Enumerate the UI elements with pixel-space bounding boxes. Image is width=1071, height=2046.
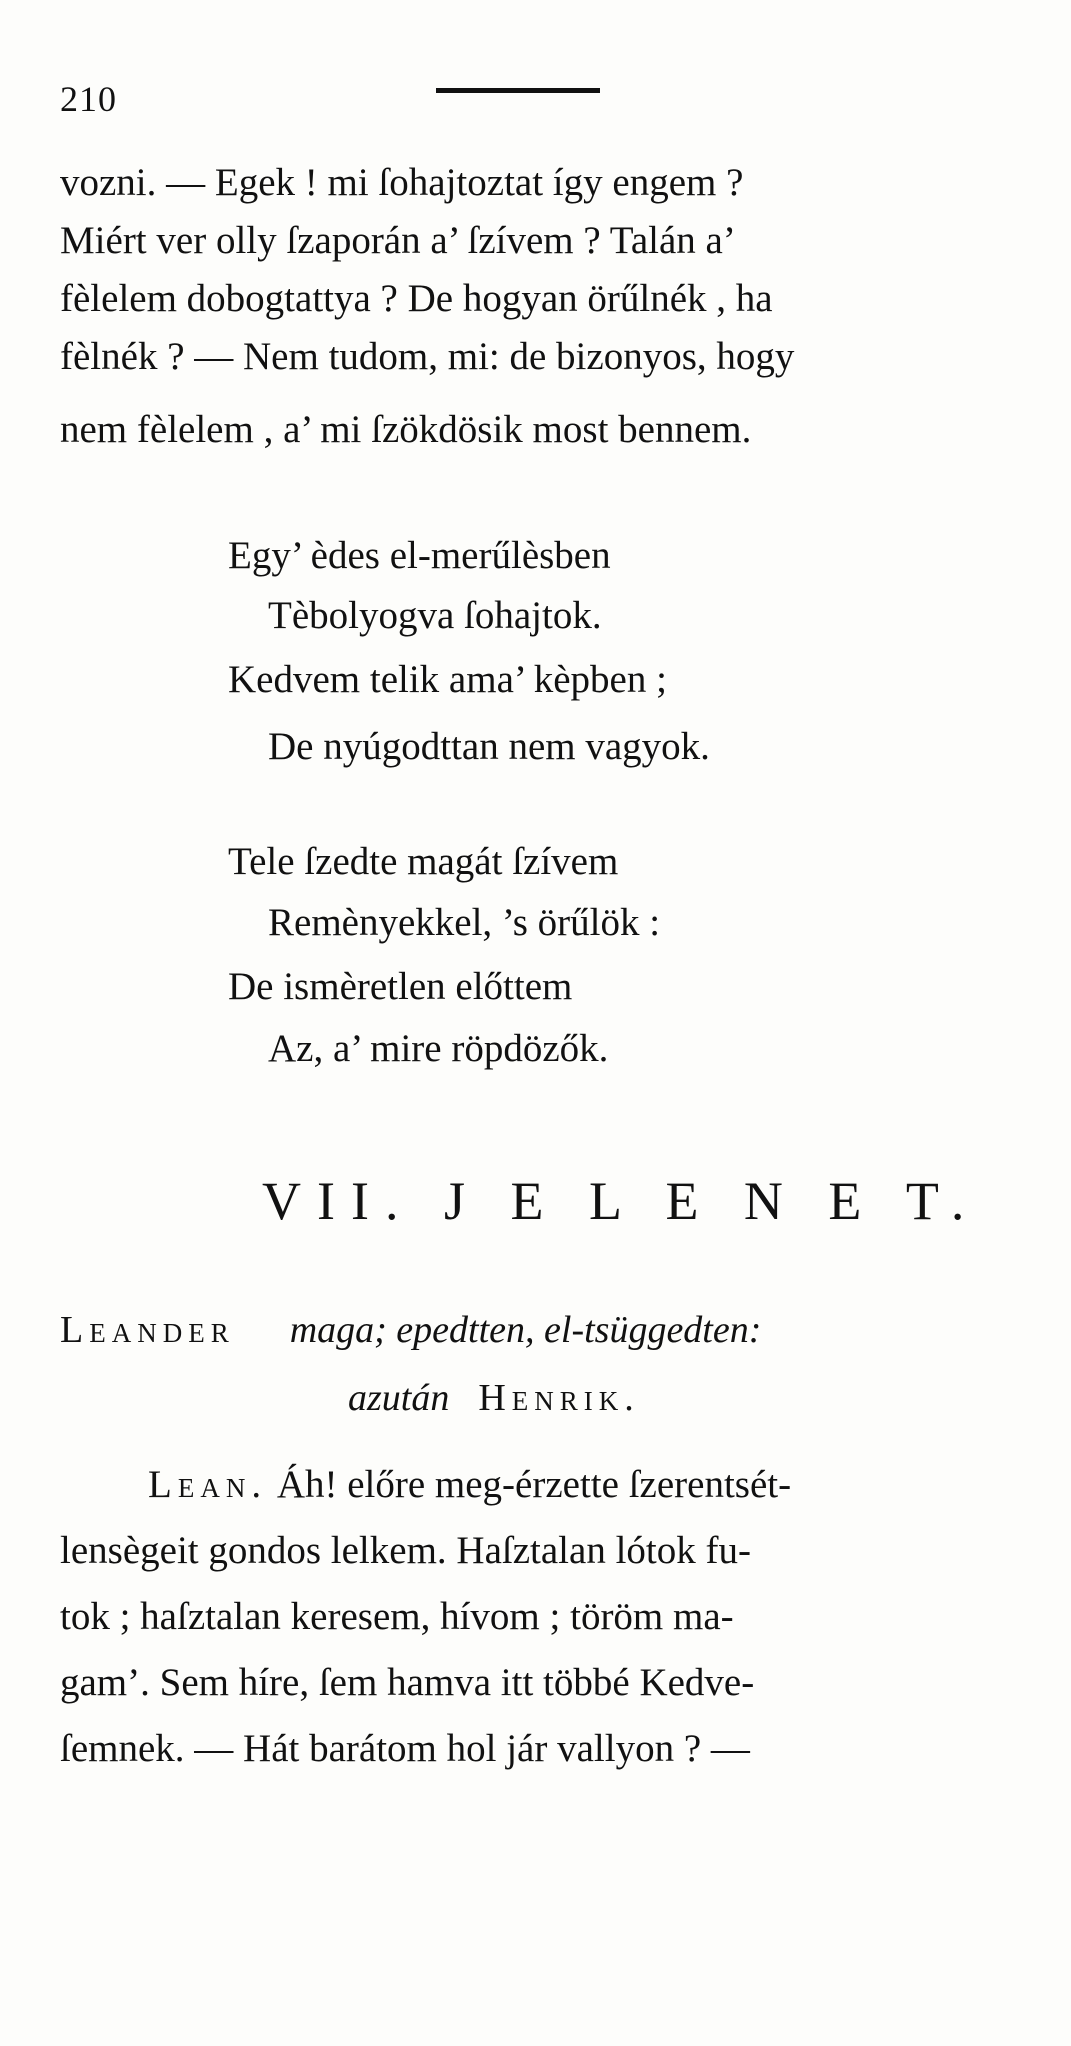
scene-heading: VII. J E L E N E T. [262, 1171, 981, 1231]
prose-line: fèlelem dobogtattya ? De hogyan örűlnék , ha [60, 277, 773, 320]
verse-line: Tèbolyogva ſohajtok. [268, 594, 602, 637]
speech-line: tok ; haſztalan keresem, hívom ; töröm ma- [60, 1595, 734, 1638]
speaker-name: Henrik. [478, 1377, 640, 1419]
verse-line: Tele ſzedte magát ſzívem [228, 840, 619, 883]
stage-direction-text: azután [348, 1377, 450, 1419]
verse-line: Kedvem telik ama’ kèpben ; [228, 658, 667, 701]
verse-line: Egy’ èdes el-merűlèsben [228, 534, 611, 577]
prose-line: Miért ver olly ſzaporán a’ ſzívem ? Talán a’ [60, 219, 736, 262]
stage-direction-line-1 [60, 1308, 761, 1352]
verse-line: Remènyekkel, ’s örűlök : [268, 901, 661, 944]
stage-direction-line-2 [348, 1376, 640, 1420]
speaker-name: Leander [60, 1309, 235, 1351]
prose-line: vozni. — Egek ! mi ſohajtoztat így engem ? [60, 161, 744, 204]
page-number: 210 [60, 79, 117, 119]
speech-line-1 [148, 1462, 791, 1507]
speech-line: gam’. Sem híre, ſem hamva itt többé Kedve- [60, 1661, 755, 1704]
verse-line: De ismèretlen előttem [228, 965, 573, 1008]
header-rule [436, 88, 600, 93]
verse-line: De nyúgodttan nem vagyok. [268, 725, 710, 768]
speaker-abbrev: Lean. [148, 1463, 268, 1506]
speech-text: Áh! előre meg-érzette ſzerentsét- [267, 1463, 792, 1506]
speech-line: ſemnek. — Hát barátom hol jár vallyon ? — [60, 1727, 750, 1770]
prose-line: nem fèlelem , a’ mi ſzökdösik most bennem. [60, 408, 752, 451]
stage-direction-text: maga; epedtten, el-tsüggedten: [289, 1309, 762, 1351]
prose-line: fèlnék ? — Nem tudom, mi: de bizonyos, hogy [60, 335, 795, 378]
speech-line: lensègeit gondos lelkem. Haſztalan lótok fu- [60, 1529, 751, 1572]
verse-line: Az, a’ mire röpdözők. [268, 1027, 609, 1070]
